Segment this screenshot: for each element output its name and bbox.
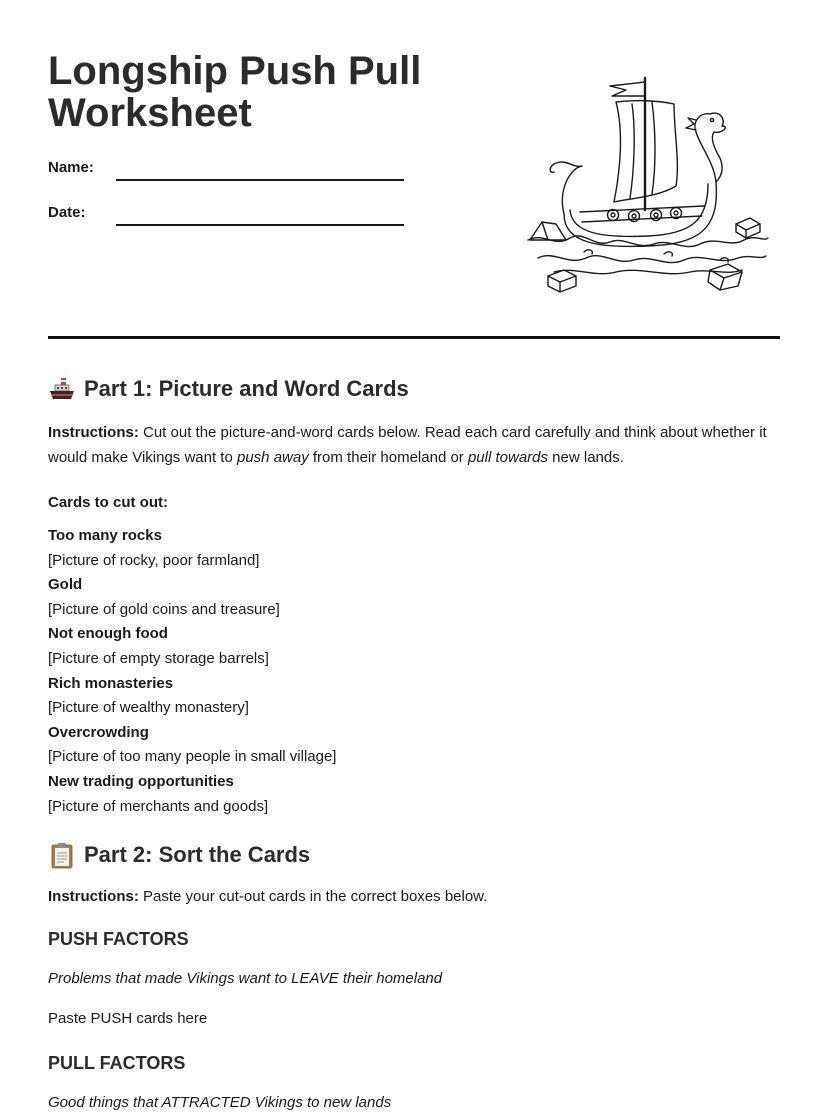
cards-label-text: Cards to cut out:	[48, 494, 168, 511]
card-title-text: Too many rocks	[48, 527, 162, 544]
push-factors-description-text: Problems that made Vikings want to LEAVE their homeland	[48, 970, 443, 988]
card-title-text: Gold	[48, 576, 83, 594]
part1-heading	[48, 372, 780, 406]
card-title	[48, 573, 780, 598]
push-away-text: push away	[237, 449, 309, 466]
worksheet-page	[48, 0, 780, 1112]
card-title	[48, 622, 780, 647]
card-title-text: Rich monasteries	[48, 674, 174, 692]
worksheet-header	[48, 0, 780, 340]
part2-instructions	[48, 884, 780, 909]
part1-title: Part 1: Picture and Word Cards	[84, 376, 409, 401]
card-picture: [Picture of merchants and goods]	[48, 797, 269, 815]
part2-heading	[48, 838, 780, 872]
card-list	[48, 524, 780, 819]
card-title	[48, 770, 780, 795]
card-title	[48, 672, 780, 697]
card-title-text: Not enough food	[48, 625, 168, 643]
card-title-text: New trading opportunities	[48, 772, 234, 790]
card-picture: [Picture of too many people in small village]	[48, 748, 337, 766]
card-picture: [Picture of empty storage barrels]	[48, 649, 269, 667]
ship-icon	[48, 375, 76, 403]
part1-instructions	[48, 420, 780, 470]
part2-instructions-label: Instructions:	[48, 888, 139, 906]
part1-instructions-text-c: new lands.	[548, 449, 624, 466]
date-line	[116, 224, 404, 226]
card-title	[48, 721, 780, 746]
push-paste-area: Paste PUSH cards here	[48, 1010, 208, 1028]
pull-factors-description-text: Good things that ATTRACTED Vikings to new lands	[48, 1094, 392, 1112]
name-field	[48, 159, 408, 189]
name-label: Name:	[48, 159, 94, 176]
viking-longship-icon	[524, 72, 772, 294]
date-field	[48, 204, 408, 234]
title-line-1: Longship Push Pull	[48, 49, 422, 93]
page-title	[48, 50, 468, 134]
card-picture: [Picture of wealthy monastery]	[48, 699, 249, 717]
part2-title: Part 2: Sort the Cards	[84, 842, 311, 868]
clipboard-icon	[48, 841, 76, 869]
title-line-2: Worksheet	[48, 91, 252, 135]
push-factors-description	[48, 966, 780, 991]
part1-instructions-text-b: from their homeland or	[308, 449, 468, 466]
cards-label	[48, 490, 780, 515]
push-factors-heading: PUSH FACTORS	[48, 929, 189, 950]
pull-factors-heading: PULL FACTORS	[48, 1053, 186, 1074]
pull-towards-text: pull towards	[467, 449, 549, 466]
worksheet-content	[48, 372, 780, 1115]
date-label: Date:	[48, 204, 86, 221]
part1-instructions-text-a: Cut out the picture-and-word cards below. Read each card carefully and think about whether it would make Vikings want to	[48, 424, 767, 466]
part2-instructions-text: Paste your cut-out cards in the correct boxes below.	[138, 888, 488, 906]
header-divider	[48, 336, 780, 339]
name-line	[116, 179, 404, 181]
card-title	[48, 524, 780, 549]
card-picture: [Picture of rocky, poor farmland]	[48, 551, 260, 569]
card-picture: [Picture of gold coins and treasure]	[48, 600, 280, 618]
part1-instructions-label: Instructions:	[48, 424, 139, 441]
pull-factors-description	[48, 1090, 780, 1115]
card-title-text: Overcrowding	[48, 723, 149, 741]
